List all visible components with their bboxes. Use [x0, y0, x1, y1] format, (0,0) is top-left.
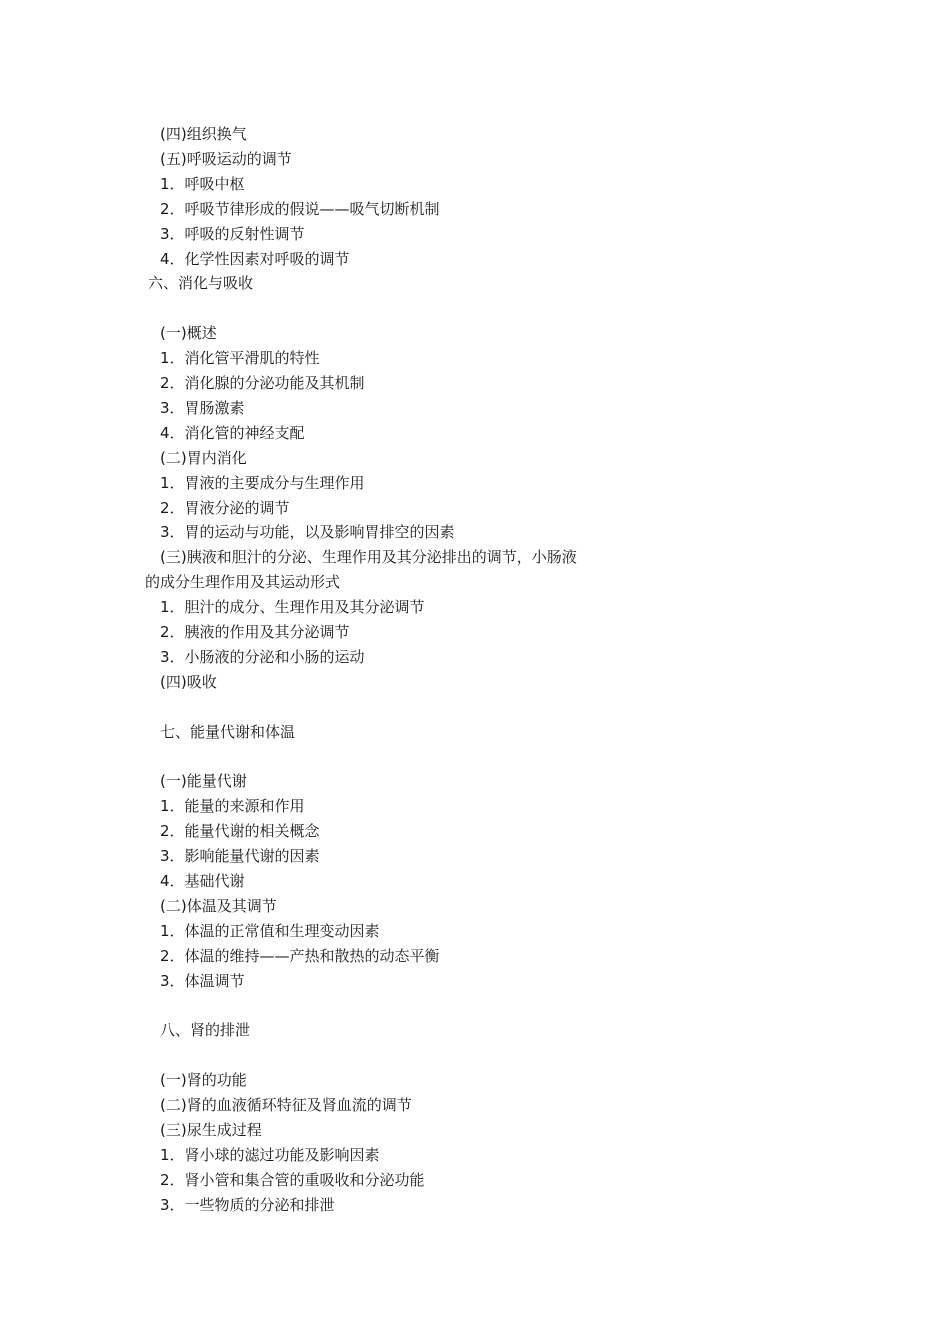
outline-item: 4．化学性因素对呼吸的调节: [160, 249, 350, 268]
subsection-title: (四)组织换气: [160, 125, 247, 143]
outline-item: 1．体温的正常值和生理变动因素: [160, 921, 380, 940]
outline-item: 3．胃的运动与功能，以及影响胃排空的因素: [160, 523, 455, 542]
subsection-title: (二)体温及其调节: [160, 896, 277, 915]
outline-item: 2．肾小管和集合管的重吸收和分泌功能: [160, 1170, 425, 1189]
outline-item: 1．呼吸中枢: [160, 174, 245, 193]
outline-item: 2．呼吸节律形成的假说——吸气切断机制: [160, 199, 440, 218]
outline-item: 4．消化管的神经支配: [160, 423, 305, 442]
outline-item: 2．胃液分泌的调节: [160, 498, 290, 517]
subsection-title: (一)能量代谢: [160, 772, 247, 791]
subsection-title: (一)概述: [160, 324, 217, 343]
subsection-title: (三)尿生成过程: [160, 1121, 262, 1139]
outline-item: 1．胆汁的成分、生理作用及其分泌调节: [160, 598, 425, 617]
subsection-title: (五)呼吸运动的调节: [160, 149, 292, 168]
outline-item: 1．肾小球的滤过功能及影响因素: [160, 1145, 380, 1164]
outline-item: 1．消化管平滑肌的特性: [160, 349, 320, 368]
subsection-title: (三)胰液和胆汁的分泌、生理作用及其分泌排出的调节，小肠液: [160, 548, 577, 567]
outline-item: 3．影响能量代谢的因素: [160, 847, 320, 866]
section-heading: 八、肾的排泄: [160, 1021, 251, 1040]
outline-item: 3．体温调节: [160, 971, 245, 990]
outline-item: 1．胃液的主要成分与生理作用: [160, 473, 365, 492]
subsection-title: (二)肾的血液循环特征及肾血流的调节: [160, 1096, 412, 1115]
section-heading: 六、消化与吸收: [148, 274, 254, 293]
outline-item: 3．一些物质的分泌和排泄: [160, 1195, 335, 1214]
outline-item: 3．小肠液的分泌和小肠的运动: [160, 647, 365, 666]
outline-item: 1．能量的来源和作用: [160, 797, 305, 816]
outline-item: 的成分生理作用及其运动形式: [145, 573, 341, 592]
outline-item: 4．基础代谢: [160, 872, 245, 890]
subsection-title: (二)胃内消化: [160, 448, 247, 467]
subsection-title: (四)吸收: [160, 672, 217, 691]
outline-item: 2．能量代谢的相关概念: [160, 822, 320, 841]
outline-item: 2．胰液的作用及其分泌调节: [160, 623, 350, 641]
subsection-title: (一)肾的功能: [160, 1071, 247, 1090]
outline-item: 3．呼吸的反射性调节: [160, 224, 305, 243]
section-heading: 七、能量代谢和体温: [160, 722, 296, 741]
outline-item: 2．体温的维持——产热和散热的动态平衡: [160, 946, 440, 965]
outline-item: 3．胃肠激素: [160, 398, 245, 417]
outline-item: 2．消化腺的分泌功能及其机制: [160, 374, 365, 392]
